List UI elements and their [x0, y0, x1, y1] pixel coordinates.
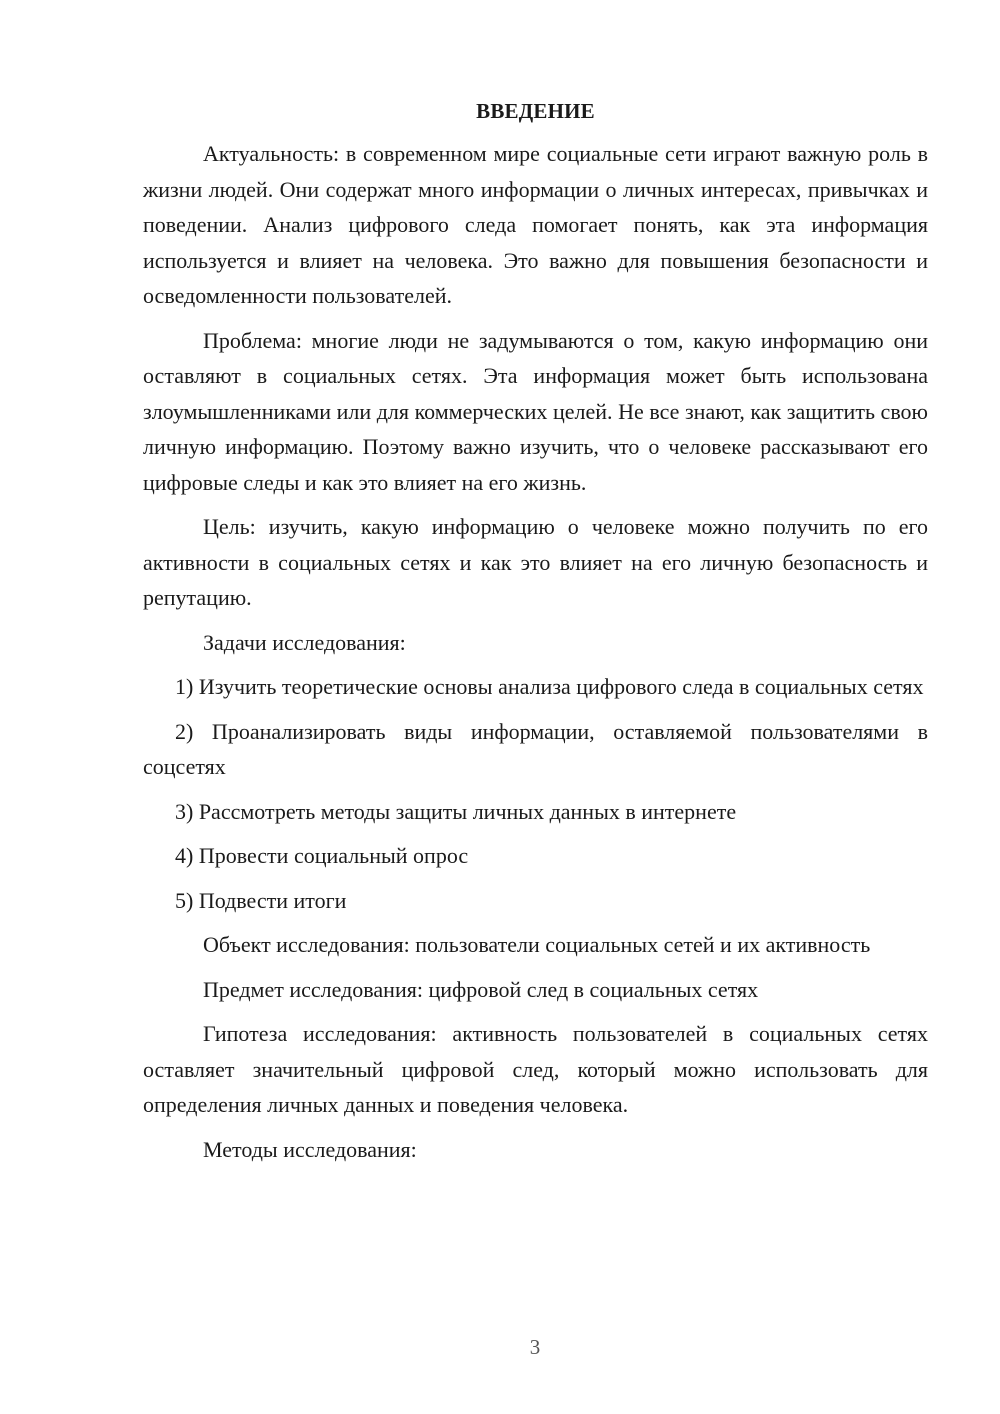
hypothesis-paragraph: Гипотеза исследования: активность пользователей в социальных сетях оставляет значительный цифровой след, который можно использовать для определения личных данных и поведения человека.: [143, 1021, 928, 1117]
page-number: 3: [529, 1335, 541, 1359]
problem-paragraph: Проблема: многие люди не задумываются о том, какую информацию они оставляют в социальных сетях. Эта информация может быть использована злоумышленниками или для коммерческих целей. Не все знают, как защитить свою личную информацию. Поэтому важно изучить, что о человеке рассказывают его цифровые следы и как это влияет на его жизнь.: [143, 327, 928, 495]
task-item: 1) Изучить теоретические основы анализа цифрового следа в социальных сетях: [175, 674, 924, 699]
task-item: 5) Подвести итоги: [175, 887, 347, 913]
relevance-paragraph: Актуальность: в современном мире социальные сети играют важную роль в жизни людей. Они содержат много информации о личных интересах, привычках и поведении. Анализ цифрового следа помогает понять, как эта информация используется и влияет на человека. Это важно для повышения безопасности и осведомленности пользователей.: [143, 141, 928, 308]
task-item: 4) Провести социальный опрос: [175, 843, 469, 868]
task-item: 3) Рассмотреть методы защиты личных данных в интернете: [175, 798, 737, 824]
tasks-heading: Задачи исследования:: [203, 629, 406, 655]
methods-heading: Методы исследования:: [203, 1136, 417, 1162]
document-page: [143, 95, 928, 1176]
task-item: 2) Проанализировать виды информации, оставляемой пользователями в соцсетях: [143, 718, 928, 779]
subject-paragraph: Предмет исследования: цифровой след в социальных сетях: [203, 976, 759, 1002]
goal-paragraph: Цель: изучить, какую информацию о человеке можно получить по его активности в социальных сетях и как это влияет на его личную безопасность и репутацию.: [143, 514, 928, 610]
object-paragraph: Объект исследования: пользователи социальных сетей и их активность: [203, 932, 871, 957]
page-title: ВВЕДЕНИЕ: [476, 99, 595, 123]
